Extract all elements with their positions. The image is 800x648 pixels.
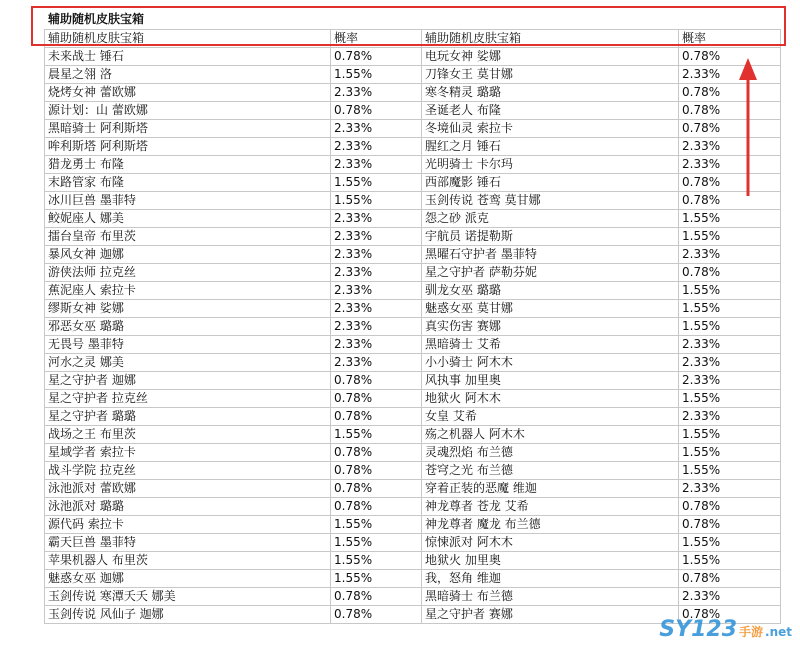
cell-skin-right: 宇航员 诺提勒斯 — [422, 228, 679, 246]
table-row — [45, 444, 781, 462]
cell-skin-left: 游侠法师 拉克丝 — [45, 264, 331, 282]
header-skin-left: 辅助随机皮肤宝箱 — [45, 30, 331, 48]
cell-skin-left: 擂台皇帝 布里茨 — [45, 228, 331, 246]
cell-prob-right: 1.55% — [679, 534, 781, 552]
cell-prob-right: 0.78% — [679, 120, 781, 138]
cell-skin-right: 女皇 艾希 — [422, 408, 679, 426]
cell-prob-right: 0.78% — [679, 192, 781, 210]
table-row — [45, 534, 781, 552]
cell-prob-left: 1.55% — [331, 174, 422, 192]
cell-prob-left: 2.33% — [331, 300, 422, 318]
cell-skin-right: 电玩女神 娑娜 — [422, 48, 679, 66]
table-row — [45, 426, 781, 444]
cell-skin-left: 战斗学院 拉克丝 — [45, 462, 331, 480]
cell-prob-right: 2.33% — [679, 480, 781, 498]
table-row — [45, 336, 781, 354]
cell-prob-right: 0.78% — [679, 516, 781, 534]
cell-prob-right: 1.55% — [679, 552, 781, 570]
cell-prob-left: 1.55% — [331, 534, 422, 552]
header-prob-right: 概率 — [679, 30, 781, 48]
cell-prob-left: 0.78% — [331, 462, 422, 480]
cell-prob-left: 2.33% — [331, 84, 422, 102]
cell-skin-left: 玉剑传说 寒潭夭夭 娜美 — [45, 588, 331, 606]
cell-skin-left: 玉剑传说 风仙子 迦娜 — [45, 606, 331, 624]
cell-prob-right: 1.55% — [679, 300, 781, 318]
cell-prob-left: 0.78% — [331, 444, 422, 462]
cell-prob-right: 0.78% — [679, 102, 781, 120]
watermark-logo — [659, 617, 792, 642]
cell-prob-left: 0.78% — [331, 498, 422, 516]
cell-skin-left: 泳池派对 璐璐 — [45, 498, 331, 516]
cell-skin-right: 地狱火 阿木木 — [422, 390, 679, 408]
table-row — [45, 66, 781, 84]
cell-skin-right: 穿着正装的恶魔 维迦 — [422, 480, 679, 498]
cell-skin-left: 战场之王 布里茨 — [45, 426, 331, 444]
table-row — [45, 228, 781, 246]
cell-skin-right: 我，怒角 维迦 — [422, 570, 679, 588]
cell-skin-left: 泳池派对 蕾欧娜 — [45, 480, 331, 498]
cell-skin-left: 晨星之翎 洛 — [45, 66, 331, 84]
skin-chest-table-container — [44, 10, 780, 624]
table-row — [45, 264, 781, 282]
cell-skin-right: 刀锋女王 莫甘娜 — [422, 66, 679, 84]
watermark-domain: .net — [765, 625, 792, 639]
cell-skin-right: 冬境仙灵 索拉卡 — [422, 120, 679, 138]
up-arrow-icon — [737, 58, 759, 198]
cell-skin-right: 风执事 加里奥 — [422, 372, 679, 390]
cell-skin-right: 魅惑女巫 莫甘娜 — [422, 300, 679, 318]
cell-prob-left: 0.78% — [331, 480, 422, 498]
table-row — [45, 462, 781, 480]
table-header-row — [45, 30, 781, 48]
cell-skin-right: 西部魔影 锤石 — [422, 174, 679, 192]
cell-skin-left: 邪恶女巫 璐璐 — [45, 318, 331, 336]
cell-prob-left: 2.33% — [331, 210, 422, 228]
cell-prob-left: 2.33% — [331, 264, 422, 282]
cell-skin-right: 真实伤害 赛娜 — [422, 318, 679, 336]
cell-prob-left: 1.55% — [331, 192, 422, 210]
cell-prob-right: 0.78% — [679, 264, 781, 282]
cell-prob-right: 1.55% — [679, 462, 781, 480]
cell-prob-left: 0.78% — [331, 102, 422, 120]
cell-prob-left: 2.33% — [331, 336, 422, 354]
cell-prob-left: 0.78% — [331, 606, 422, 624]
table-row — [45, 408, 781, 426]
table-row — [45, 192, 781, 210]
cell-skin-left: 未来战士 锤石 — [45, 48, 331, 66]
cell-prob-right: 0.78% — [679, 48, 781, 66]
cell-prob-right: 0.78% — [679, 174, 781, 192]
cell-prob-right: 0.78% — [679, 570, 781, 588]
cell-prob-left: 2.33% — [331, 228, 422, 246]
cell-skin-left: 无畏号 墨菲特 — [45, 336, 331, 354]
cell-skin-left: 星之守护者 璐璐 — [45, 408, 331, 426]
table-row — [45, 120, 781, 138]
cell-skin-left: 苹果机器人 布里茨 — [45, 552, 331, 570]
cell-prob-left: 0.78% — [331, 588, 422, 606]
table-row — [45, 48, 781, 66]
cell-prob-right: 1.55% — [679, 318, 781, 336]
probability-table — [44, 29, 781, 624]
cell-prob-right: 0.78% — [679, 606, 781, 624]
cell-prob-right: 2.33% — [679, 66, 781, 84]
table-row — [45, 588, 781, 606]
cell-skin-left: 冰川巨兽 墨菲特 — [45, 192, 331, 210]
cell-skin-left: 魅惑女巫 迦娜 — [45, 570, 331, 588]
cell-skin-right: 小小骑士 阿木木 — [422, 354, 679, 372]
table-row — [45, 480, 781, 498]
cell-prob-right: 2.33% — [679, 354, 781, 372]
cell-skin-left: 烧烤女神 蕾欧娜 — [45, 84, 331, 102]
table-row — [45, 552, 781, 570]
cell-skin-right: 寒冬精灵 璐璐 — [422, 84, 679, 102]
cell-prob-left: 1.55% — [331, 552, 422, 570]
cell-skin-right: 灵魂烈焰 布兰德 — [422, 444, 679, 462]
cell-skin-right: 黑暗骑士 布兰德 — [422, 588, 679, 606]
cell-skin-left: 源计划：山 蕾欧娜 — [45, 102, 331, 120]
table-row — [45, 318, 781, 336]
cell-skin-right: 神龙尊者 魔龙 布兰德 — [422, 516, 679, 534]
cell-prob-right: 2.33% — [679, 156, 781, 174]
table-row — [45, 138, 781, 156]
cell-skin-left: 缪斯女神 娑娜 — [45, 300, 331, 318]
cell-skin-right: 黑曜石守护者 墨菲特 — [422, 246, 679, 264]
cell-prob-left: 0.78% — [331, 372, 422, 390]
table-row — [45, 210, 781, 228]
cell-prob-left: 2.33% — [331, 282, 422, 300]
cell-skin-right: 驯龙女巫 璐璐 — [422, 282, 679, 300]
cell-skin-right: 光明骑士 卡尔玛 — [422, 156, 679, 174]
table-row — [45, 498, 781, 516]
cell-skin-left: 蕉泥座人 索拉卡 — [45, 282, 331, 300]
table-row — [45, 156, 781, 174]
table-row — [45, 300, 781, 318]
cell-skin-right: 星之守护者 赛娜 — [422, 606, 679, 624]
cell-prob-left: 2.33% — [331, 246, 422, 264]
cell-skin-left: 末路管家 布隆 — [45, 174, 331, 192]
table-row — [45, 372, 781, 390]
cell-prob-right: 1.55% — [679, 228, 781, 246]
cell-prob-right: 1.55% — [679, 390, 781, 408]
cell-skin-right: 殇之机器人 阿木木 — [422, 426, 679, 444]
cell-prob-right: 2.33% — [679, 408, 781, 426]
table-row — [45, 174, 781, 192]
cell-prob-left: 1.55% — [331, 516, 422, 534]
cell-prob-right: 2.33% — [679, 138, 781, 156]
cell-prob-right: 0.78% — [679, 84, 781, 102]
cell-prob-right: 1.55% — [679, 210, 781, 228]
cell-prob-right: 2.33% — [679, 336, 781, 354]
cell-skin-left: 源代码 索拉卡 — [45, 516, 331, 534]
cell-skin-right: 腥红之月 锤石 — [422, 138, 679, 156]
header-prob-left: 概率 — [331, 30, 422, 48]
cell-prob-right: 2.33% — [679, 246, 781, 264]
cell-prob-right: 1.55% — [679, 282, 781, 300]
cell-skin-left: 星之守护者 拉克丝 — [45, 390, 331, 408]
cell-skin-right: 地狱火 加里奥 — [422, 552, 679, 570]
table-row — [45, 570, 781, 588]
cell-skin-right: 玉剑传说 苍鸾 莫甘娜 — [422, 192, 679, 210]
cell-skin-left: 暴风女神 迦娜 — [45, 246, 331, 264]
cell-prob-left: 2.33% — [331, 156, 422, 174]
cell-prob-left: 2.33% — [331, 138, 422, 156]
cell-prob-left: 0.78% — [331, 390, 422, 408]
cell-skin-left: 黑暗骑士 阿利斯塔 — [45, 120, 331, 138]
table-row — [45, 354, 781, 372]
cell-skin-right: 圣诞老人 布隆 — [422, 102, 679, 120]
cell-skin-left: 河水之灵 娜美 — [45, 354, 331, 372]
cell-skin-left: 星之守护者 迦娜 — [45, 372, 331, 390]
cell-prob-left: 2.33% — [331, 120, 422, 138]
cell-skin-right: 怨之砂 派克 — [422, 210, 679, 228]
table-title: 辅助随机皮肤宝箱 — [48, 12, 145, 26]
cell-prob-right: 2.33% — [679, 588, 781, 606]
cell-skin-left: 哞利斯塔 阿利斯塔 — [45, 138, 331, 156]
cell-prob-left: 1.55% — [331, 426, 422, 444]
cell-prob-right: 1.55% — [679, 444, 781, 462]
cell-skin-right: 惊悚派对 阿木木 — [422, 534, 679, 552]
table-row — [45, 102, 781, 120]
cell-skin-right: 苍穹之光 布兰德 — [422, 462, 679, 480]
cell-prob-left: 2.33% — [331, 318, 422, 336]
cell-prob-left: 1.55% — [331, 66, 422, 84]
cell-skin-right: 神龙尊者 苍龙 艾希 — [422, 498, 679, 516]
table-row — [45, 246, 781, 264]
cell-prob-left: 1.55% — [331, 570, 422, 588]
watermark-main: SY123 — [659, 617, 737, 642]
table-row — [45, 282, 781, 300]
cell-prob-right: 1.55% — [679, 426, 781, 444]
table-row — [45, 516, 781, 534]
cell-prob-left: 2.33% — [331, 354, 422, 372]
watermark-sub: 手游 — [739, 625, 764, 639]
table-row — [45, 390, 781, 408]
cell-skin-left: 星域学者 索拉卡 — [45, 444, 331, 462]
cell-prob-right: 2.33% — [679, 372, 781, 390]
cell-prob-left: 0.78% — [331, 408, 422, 426]
table-row — [45, 84, 781, 102]
cell-skin-right: 黑暗骑士 艾希 — [422, 336, 679, 354]
cell-prob-left: 0.78% — [331, 48, 422, 66]
cell-skin-right: 星之守护者 萨勒芬妮 — [422, 264, 679, 282]
cell-skin-left: 霸天巨兽 墨菲特 — [45, 534, 331, 552]
cell-prob-right: 0.78% — [679, 498, 781, 516]
cell-skin-left: 猎龙勇士 布隆 — [45, 156, 331, 174]
cell-skin-left: 鲛妮座人 娜美 — [45, 210, 331, 228]
header-skin-right: 辅助随机皮肤宝箱 — [422, 30, 679, 48]
